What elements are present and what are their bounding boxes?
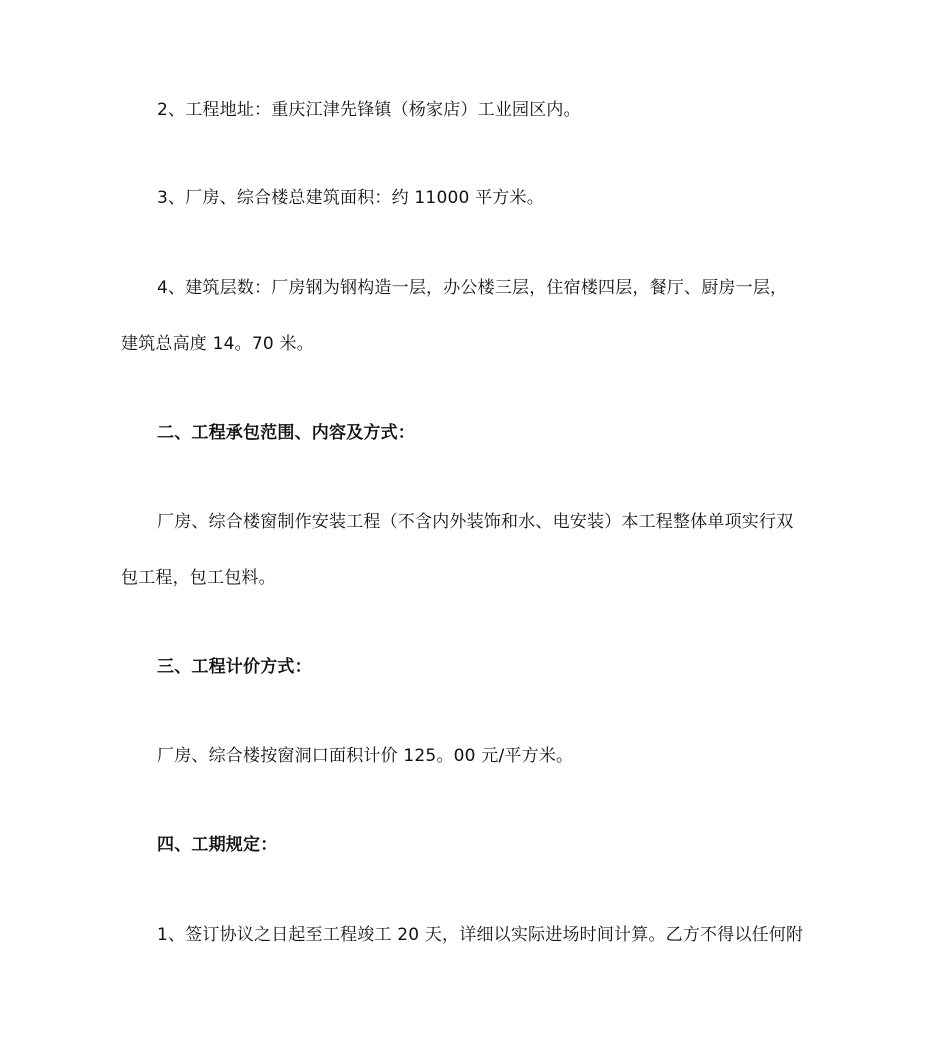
section-heading-scope: 二、工程承包范围、内容及方式： [157, 423, 415, 443]
section-heading-schedule: 四、工期规定： [157, 835, 278, 855]
section-heading-pricing: 三、工程计价方式： [157, 657, 312, 677]
item-building-floors-continued: 建筑总高度 14。70 米。 [121, 334, 314, 354]
scope-paragraph: 厂房、综合楼窗制作安装工程（不含内外装饰和水、电安装）本工程整体单项实行双 [157, 512, 794, 532]
item-project-address: 2、工程地址：重庆江津先锋镇（杨家店）工业园区内。 [157, 100, 581, 120]
schedule-item-1: 1、签订协议之日起至工程竣工 20 天，详细以实际进场时间计算。乙方不得以任何附 [157, 925, 804, 945]
item-building-floors: 4、建筑层数：厂房钢为钢构造一层，办公楼三层，住宿楼四层，餐厅、厨房一层， [157, 278, 788, 298]
item-building-area: 3、厂房、综合楼总建筑面积：约 11000 平方米。 [157, 188, 544, 208]
pricing-paragraph: 厂房、综合楼按窗洞口面积计价 125。00 元/平方米。 [157, 746, 574, 766]
scope-paragraph-continued: 包工程，包工包料。 [121, 568, 276, 588]
